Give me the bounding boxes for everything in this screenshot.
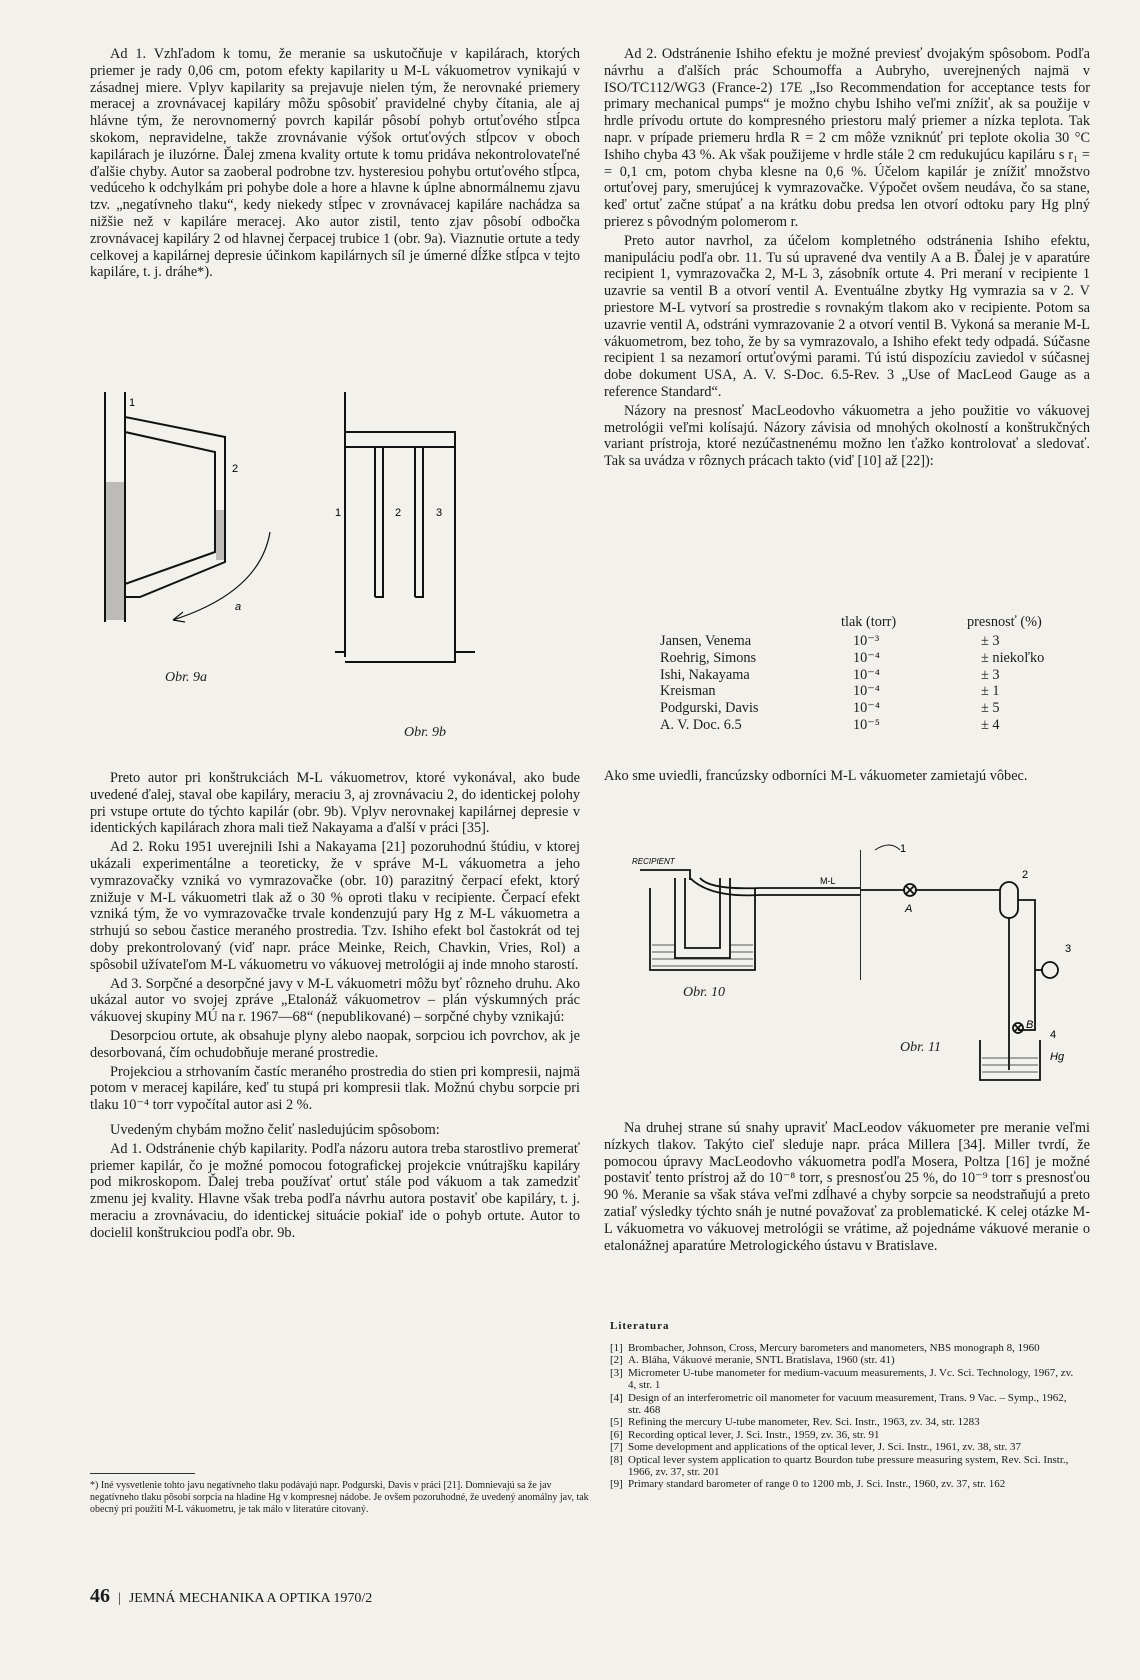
fig9a-label-1: 1 [129,397,136,409]
table-row [660,717,1050,734]
accuracy-table-wrap [660,614,1050,734]
page-footer [90,1585,372,1608]
table-cell: Kreisman [660,683,716,700]
journal-title: JEMNÁ MECHANIKA A OPTIKA 1970/2 [128,1591,373,1606]
paragraph: Preto autor navrhol, za účelom kompletného odstránenia Ishiho efektu, manipuláciu podľa obr. 11. Tu sú upravené dva ventily A a B. Ďalej je v aparatúre recipient 1, vymrazovačka 2, M-L 3, zásobník ortute 4. Pri meraní v recipiente 1 uzavrie sa ventil B a otvorí ventil A. Eventuálne zbytky Hg vymrazia sa v 2. V priestore M-L vytvorí sa prostredie s rovnakým tlakom ako v recipiente. Potom sa uzavrie ventil A, odstráni vymrazovanie 2 a otvorí ventil B. Vykoná sa meranie M-L vákuometrom, bez toho, že by sa vymrazovalo, a Ishiho efekt tedy odpadá. Súčasne recipient 1 sa nezamorí ortuťovými parami. Tú istú dispozíciu zaviedol v súčasnej dobe dokument USA, A. V. S-Doc. 6.5-Rev. 3 „Use of MacLeod Gauge as a reference Standard“. [604,232,1090,400]
references [610,1320,1080,1491]
fig10-label-ml: M-L [820,876,836,886]
literature-heading: Literatura [610,1320,670,1332]
reference-item: [3] Micrometer U-tube manometer for medium-vacuum measurements, J. Vc. Sci. Technology, 1967, zv. 4, str. 1 [610,1366,1074,1392]
table-cell: Podgurski, Davis [660,700,759,717]
figure-9a [95,392,295,652]
table-cell: 10⁻⁴ [853,700,880,717]
right-column-mid [604,768,1090,787]
table-row [660,667,1050,684]
table-cell: Ishi, Nakayama [660,666,750,683]
right-column-top [604,46,1090,472]
paragraph: Desorpciou ortute, ak obsahuje plyny alebo naopak, sorpciou ich povrchov, ak je desorbovaná, čím ochudobňuje merané prostredie. [90,1027,580,1061]
fig9a-label-2: 2 [232,463,239,475]
table-cell: Roehrig, Simons [660,649,757,666]
table-header [660,614,841,633]
reference-item: [8] Optical lever system application to quartz Bourdon tube pressure measuring system, Rev. Sci. Instr., 1966, zv. 37, str. 201 [610,1453,1069,1479]
fig11-label-hg: Hg [1050,1051,1065,1063]
footnote-rule [90,1473,195,1474]
fig9b-label-3: 3 [436,507,443,519]
paragraph: Ad 2. Odstránenie Ishiho efektu je možné previesť dvojakým spôsobom. Podľa návrhu a ďalších prác Schoumoffa a Aubryho, uverejnených najmä v ISO/TC112/WG3 (France-2) 17E „Iso Recommendation for acceptance tests for primary mechanical pumps“ je možno chybu Ishiho veľmi znížiť, ak sa použije v hrdle prívodu ortute do kompresného priestoru malý priemer a nízka teplota. Tak napr. v prípade priemeru hrdla R = 2 cm môže vzniknúť pri teplote okolia 30 °C Ishiho chyba 43 %. Ak však použijeme v hrdle stále 2 cm redukujúcu kapiláru s r₁ = = 0,1 cm, potom chyba klesne na 0,6 %. Účelom kapilár je znížiť množstvo ortuťovej pary, smerujúcej k vymrazovačke. Výpočet ovšem neudáva, čo sa stane, keď ortuť začne stúpať a na krátku dobu predsa len otvorí odtoku pary Hg plný prierez s pôvodným polomerom r. [604,46,1090,230]
table-cell: ± 4 [981,716,1000,733]
page-number: 46 [90,1585,110,1607]
table-cell: ± niekoľko [981,649,1045,666]
paragraph: Projekciou a strhovaním častíc meraného prostredia do stien pri kompresii, najmä potom v meracej kapiláre, keď tu stupá pri kompresii tlak. Možnú chybu sorpcie pri tlaku 10⁻⁴ torr vypočítal autor asi 2 %. [90,1063,580,1114]
table-cell: 10⁻⁴ [853,683,880,700]
right-column-bottom [604,1120,1090,1256]
footer-separator: | [118,1591,121,1606]
table-cell: 10⁻⁴ [853,666,880,683]
paragraph: Preto autor pri konštrukciách M-L vákuometrov, ktoré vykonával, ako bude uvedené ďalej, staval obe kapiláry, meraciu 3, aj zrovnávaciu 2, do identickej polohy pri vstupe ortute do týchto kapilár (obr. 9b). Vplyv nerovnakej kapilárnej depresie v identických kapilárach zhora mali tiež Nakayama a ďalší v práci [35]. [90,770,580,837]
table-header: presnosť (%) [967,614,1042,630]
paragraph: Ako sme uviedli, francúzsky odborníci M-L vákuometer zamietajú vôbec. [604,768,1028,784]
fig11-label-A: A [905,903,913,915]
figure-9b [315,392,495,692]
fig11-label-4: 4 [1050,1029,1057,1041]
paragraph: Na druhej strane sú snahy upraviť MacLeodov vákuometer pre meranie veľmi nízkych tlakov. Takýto cieľ sleduje napr. práca Millera [34]. Miller tvrdí, že pomocou úpravy MacLeodovho vákuometra podľa Mosera, Poltza [16] je možné postaviť tento prístroj až do 10⁻⁸ torr, s presnosťou 25 %, do 10⁻⁹ torr s presnosťou 90 %. Meranie sa však stáva veľmi zdĺhavé a chyby sorpcie sa neodstraňujú a preto zatiaľ výsledky týchto snáh je nutné považovať za problematické. K celej otázke M-L vákuometra vo vákuovej metrológii se vrátime, až pojednáme vákuové meranie o etalonážnej aparatúre Metrologického ústavu v Bratislave. [604,1120,1090,1254]
table-header-row [660,614,1050,633]
fig9a-label-a: a [235,601,242,613]
paragraph: Uvedeným chybám možno čeliť nasledujúcim spôsobom: [110,1121,440,1138]
reference-item: [2] A. Bláha, Vákuové meranie, SNTL Bratislava, 1960 (str. 41) [610,1354,895,1367]
caption-fig9a: Obr. 9a [165,670,208,685]
table-cell: 10⁻⁵ [853,716,880,733]
caption-fig11: Obr. 11 [900,1040,941,1055]
fig10-label-recipient: RECIPIENT [632,857,675,866]
table-row [660,650,1050,667]
fig11-label-B: B [1026,1019,1034,1031]
table-cell: 10⁻³ [853,633,880,649]
caption-fig10: Obr. 10 [683,985,726,1000]
table-row [660,700,1050,717]
reference-item: [5] Refining the mercury U-tube manometer, Rev. Sci. Instr., 1963, zv. 34, str. 1283 [610,1416,980,1429]
table-cell: ± 3 [981,666,1000,683]
footnote: *) Iné vysvetlenie tohto javu negatívneho tlaku podávajú napr. Podgurski, Davis v práci [21]. Domnievajú sa že jav negatívneho tlaku pôsobí sorpcia na hladine Hg v kompresnej nádobe. Je ovšem pozoruhodné, že uvedený anomálny jav, tak obecný pri použití M-L vákuometru, je tak málo v literatúre citovaný. [90,1480,589,1515]
fig9b-label-1: 1 [335,507,342,519]
table-header: tlak (torr) [841,614,897,630]
table-cell: ± 3 [981,633,1000,649]
reference-item: [9] Primary standard barometer of range 0 to 1200 mb, J. Sci. Instr., 1960, zv. 37, str. 162 [610,1478,1006,1491]
reference-item: [1] Brombacher, Johnson, Cross, Mercury barometers and manometers, NBS monograph 8, 1960 [610,1342,1040,1354]
table-cell: Jansen, Venema [660,633,752,649]
paragraph: Ad 1. Vzhľadom k tomu, že meranie sa uskutočňuje v kapilárach, ktorých priemer je rady 0,06 cm, potom efekty kapilarity u M-L vákuometrov vynikajú v zásadnej miere. Vplyv kapilarity sa prejavuje nielen tým, že nerovnaké priemery meracej a zrovnávacej kapiláry môžu spôsobiť pravidelné chyby čítania, ale aj hlávne tým, že nerovnomerný povrch kapilár pôsobí pohyb ortuťového stĺpca skokom, nepravidelne, takže zrovnávanie výšok ortuťových stĺpcov v oboch kapilárach je iluzórne. Ďalej zmena kvality ortute k tomu pridáva nekontrolovateľné ďalšie chyby. Autor sa zaoberal podrobne tzv. hysteresiou pohybu ortuťového stĺpca, vedúceho k odchylkám pri pohybe dole a hore a hlavne k úplne abnormálnemu zjavu tzv. „negatívneho tlaku“, kedy niekedy stĺpec v zrovnávacej kapiláre nachádza sa nižšie než v kapiláre meracej. Ako autor zistil, tento zjav pôsobí odbočka zrovnávacej kapiláry 2 od hlavnej čerpacej trubice 1 (obr. 9a). Viaznutie ortute a tedy celkovej a kapilárnej depresie účinkom kapilárnych síl je úmerné dĺžke stĺpca v tejto kapiláre, t. j. dráhe*). [90,46,580,281]
table-cell: ± 1 [981,683,1000,700]
reference-list [610,1342,1080,1491]
table-row [660,683,1050,700]
figure-11 [860,840,1100,1110]
reference-item: [4] Design of an interferometric oil manometer for vacuum measurement, Trans. 9 Vac. – Symp., 1962, str. 468 [610,1391,1067,1417]
fig11-label-2: 2 [1022,869,1029,881]
reference-item: [7] Some development and applications of the optical lever, J. Sci. Instr., 1961, zv. 38, str. 37 [610,1441,1021,1454]
table-cell: 10⁻⁴ [853,649,880,666]
paragraph: Ad 1. Odstránenie chýb kapilarity. Podľa názoru autora treba starostlivo premerať priemer kapilár, čo je možné pomocou fotografickej projekcie vnútrajšku kapiláry pod mikroskopom. Ďalej treba používať ortuť stále pod vákuom a tak zamedziť zmenu jej kvality. Hlavne však treba podľa návrhu autora postaviť obe kapiláry, t. j. meraciu a zrovnávaciu, do identickej situácie pokiaľ ide o pohyb ortute. Autor to docielil konštrukciou podľa obr. 9b. [90,1140,580,1241]
fig11-label-1: 1 [900,843,907,855]
left-column-bottom [90,770,580,1244]
figure-10 [630,850,860,980]
fig9b-label-2: 2 [395,507,402,519]
table-row [660,633,1050,650]
table-cell: A. V. Doc. 6.5 [660,716,742,733]
paragraph: Ad 2. Roku 1951 uverejnili Ishi a Nakayama [21] pozoruhodnú štúdiu, v ktorej ukázali experimentálne a teoreticky, že v správe M-L vákuometra a jeho vymrazovačky vzniká vo vymrazovačke (obr. 10) parazitný čerpací efekt, ktorý znižuje v M-L vákuometri tlak až o 30 % oproti tlaku v recipiente. Čerpací efekt vzniká tým, že vo vymrazovačke trvale kondenzujú pary Hg z M-L vákuometra a strhujú so sebou častice meraného prostredia. Tzv. Ishiho efekt bol častokrát od tej doby prekontrolovaný (viď napr. práce Meinke, Reich, Chavkin, Vries, Rol) a spôsobil užívateľom M-L vákuometru vo vákuovej metrológii aj inde mnoho starostí. [90,839,580,973]
left-column-top [90,46,580,283]
accuracy-table [660,614,1050,734]
paragraph: Názory na presnosť MacLeodovho vákuometra a jeho použitie vo vákuovej metrológii veľmi kolísajú. Názory závisia od mnohých okolností a konštrukčných variant prístroja, ktoré nezúčastnenému možno len ťažko kontrolovať a sledovať. Tak sa uvádza v rôznych prácach takto (viď [10] až [22]): [604,402,1090,470]
caption-fig9b: Obr. 9b [404,725,447,740]
paragraph: Ad 3. Sorpčné a desorpčné javy v M-L vákuometri môžu byť rôzneho druhu. Ako ukázal autor vo svojej zpráve „Etalonáž vákuometrov – plán výskumných prác vákuovej skupiny MÚ na r. 1967—68“ (nepublikované) – sorpčné chyby vznikajú: [90,975,580,1026]
reference-item: [6] Recording optical lever, J. Sci. Instr., 1959, zv. 36, str. 91 [610,1428,880,1441]
table-cell: ± 5 [981,700,1000,717]
fig11-label-3: 3 [1065,943,1072,955]
